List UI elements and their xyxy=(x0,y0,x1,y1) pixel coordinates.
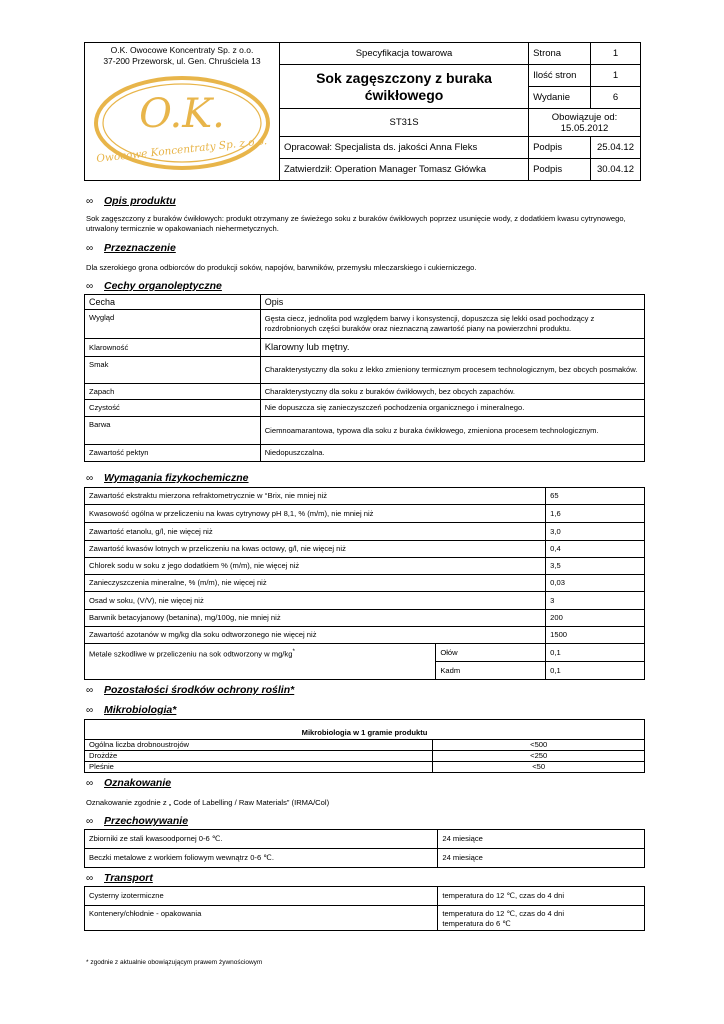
infinity-bullet-icon: ∞ xyxy=(86,816,94,827)
col-opis: Opis xyxy=(260,295,644,310)
infinity-bullet-icon: ∞ xyxy=(86,685,94,696)
section-przeznaczenie xyxy=(86,242,176,254)
wydanie-value: 6 xyxy=(591,87,641,109)
przeznaczenie-text: Dla szerokiego grona odbiorców do produkcji soków, napojów, barwników, przemysłu mleczarskiego i cukierniczego. xyxy=(86,263,477,272)
transport-value: temperatura do 12 ℃, czas do 4 dni xyxy=(438,887,645,906)
oznakowanie-text: Oznakowanie zgodnie z „ Code of Labelling / Raw Materials” (IRMA/Col) xyxy=(86,798,330,807)
table-row xyxy=(85,627,645,644)
param-name: Zawartość kwasów lotnych w przeliczeniu na kwas octowy, g/l, nie więcej niż xyxy=(85,541,546,558)
table-row xyxy=(85,762,645,773)
storage-table xyxy=(84,829,645,868)
infinity-bullet-icon: ∞ xyxy=(86,196,94,207)
param-name: Zanieczyszczenia mineralne, % (m/m), nie więcej niż xyxy=(85,575,546,592)
table-row xyxy=(85,830,645,849)
podpis-label-2: Podpis xyxy=(529,159,591,181)
company-line1: O.K. Owocowe Koncentraty Sp. z o.o. xyxy=(110,45,254,55)
micro-name: Ogólna liczba drobnoustrojów xyxy=(85,740,433,751)
param-value: 0,03 xyxy=(546,575,645,592)
section-transport xyxy=(86,872,153,884)
table-row xyxy=(85,849,645,868)
transport-name: Cysterny izotermiczne xyxy=(85,887,438,906)
section-title: Mikrobiologia* xyxy=(104,704,177,716)
table-row xyxy=(85,417,645,445)
section-title: Wymagania fizykochemiczne xyxy=(104,472,249,484)
table-row xyxy=(85,558,645,575)
section-pozostalosci xyxy=(86,684,294,696)
micro-value: <500 xyxy=(433,740,645,751)
metal-value: 0,1 xyxy=(546,662,645,680)
param-name: Kwasowość ogólna w przeliczeniu na kwas cytrynowy pH 8,1, % (m/m), nie mniej niż xyxy=(85,505,546,523)
param-value: 0,4 xyxy=(546,541,645,558)
opis-cell: Gęsta ciecz, jednolita pod względem barwy i konsystencji, dopuszcza się lekki osad pochodzący z rozdrobnionych części buraków oraz nieznaczną zawartość piany na powierzchni produktu. xyxy=(260,310,644,339)
param-name: Barwnik betacyjanowy (betanina), mg/100g, nie mniej niż xyxy=(85,610,546,627)
section-title: Pozostałości środków ochrony roślin* xyxy=(104,684,295,696)
section-oznakowanie xyxy=(86,777,171,789)
logo-mark: O.K. xyxy=(139,91,225,137)
opis-cell: Klarowny lub mętny. xyxy=(260,339,644,357)
company-logo xyxy=(93,71,271,171)
table-row xyxy=(85,339,645,357)
micro-value: <50 xyxy=(433,762,645,773)
section-przechowywanie xyxy=(86,815,188,827)
ilosc-label: Ilość stron xyxy=(529,65,591,87)
date-opracowal: 25.04.12 xyxy=(591,137,641,159)
section-title: Transport xyxy=(104,872,153,884)
micro-name: Pleśnie xyxy=(85,762,433,773)
micro-name: Drożdże xyxy=(85,751,433,762)
metal-name: Kadm xyxy=(436,662,546,680)
organoleptic-table xyxy=(84,294,645,462)
section-title: Cechy organoleptyczne xyxy=(104,280,222,292)
company-line2: 37-200 Przeworsk, ul. Gen. Chruściela 13 xyxy=(103,56,261,66)
param-name: Zawartość ekstraktu mierzona refraktometrycznie w °Brix, nie mniej niż xyxy=(85,488,546,505)
zatwierdzil: Zatwierdził: Operation Manager Tomasz Główka xyxy=(279,159,528,181)
opracowal: Opracował: Specjalista ds. jakości Anna Fleks xyxy=(279,137,528,159)
metale-footnote-mark: * xyxy=(292,648,295,655)
table-row xyxy=(85,906,645,931)
cecha-cell: Klarowność xyxy=(85,339,261,357)
table-row xyxy=(85,592,645,610)
storage-name: Zbiorniki ze stali kwasoodpornej 0-6 ℃. xyxy=(85,830,438,849)
table-row xyxy=(85,310,645,339)
transport-table xyxy=(84,886,645,931)
company-cell xyxy=(85,43,280,181)
physchem-table xyxy=(84,487,645,680)
ilosc-value: 1 xyxy=(591,65,641,87)
section-title: Przechowywanie xyxy=(104,815,189,827)
metal-name: Ołów xyxy=(436,644,546,662)
param-name: Zawartość etanolu, g/l, nie więcej niż xyxy=(85,523,546,541)
section-title: Opis produktu xyxy=(104,195,176,207)
micro-table xyxy=(84,719,645,773)
cecha-cell: Barwa xyxy=(85,417,261,445)
param-value: 3 xyxy=(546,592,645,610)
table-header-row xyxy=(85,295,645,310)
param-value: 200 xyxy=(546,610,645,627)
obowiazuje: Obowiązuje od: 15.05.2012 xyxy=(529,109,641,137)
cecha-cell: Wygląd xyxy=(85,310,261,339)
section-title: Przeznaczenie xyxy=(104,242,176,254)
table-row xyxy=(85,384,645,400)
storage-value: 24 miesiące xyxy=(438,849,645,868)
param-value: 1,6 xyxy=(546,505,645,523)
table-row xyxy=(85,541,645,558)
param-name: Chlorek sodu w soku z jego dodatkiem % (m/m), nie więcej niż xyxy=(85,558,546,575)
opis-text: Sok zagęszczony z buraków ćwikłowych: produkt otrzymany ze świeżego soku z buraków ćwikłowych poprzez usunięcie wody, z dodatkiem kwasu cytrynowego, utrwalony termicznie w opakowaniach niehermetycznych. xyxy=(86,214,626,233)
opis-cell: Ciemnoamarantowa, typowa dla soku z buraka ćwikłowego, zmieniona procesem technologicznym. xyxy=(260,417,644,445)
table-row xyxy=(85,523,645,541)
metal-value: 0,1 xyxy=(546,644,645,662)
infinity-bullet-icon: ∞ xyxy=(86,281,94,292)
param-value: 1500 xyxy=(546,627,645,644)
table-row xyxy=(85,357,645,384)
podpis-label-1: Podpis xyxy=(529,137,591,159)
table-row xyxy=(85,751,645,762)
section-mikrobiologia xyxy=(86,704,176,716)
section-title: Oznakowanie xyxy=(104,777,172,789)
metale-label-cell xyxy=(85,644,436,680)
opis-cell: Niedopuszczalna. xyxy=(260,445,644,462)
wydanie-label: Wydanie xyxy=(529,87,591,109)
param-name: Zawartość azotanów w mg/kg dla soku odtworzonego nie więcej niż xyxy=(85,627,546,644)
table-row xyxy=(85,505,645,523)
section-opis xyxy=(86,195,176,207)
param-value: 3,5 xyxy=(546,558,645,575)
table-row xyxy=(85,488,645,505)
doc-type: Specyfikacja towarowa xyxy=(279,43,528,65)
strona-label: Strona xyxy=(529,43,591,65)
infinity-bullet-icon: ∞ xyxy=(86,243,94,254)
table-row xyxy=(85,644,645,662)
table-header-row xyxy=(85,720,645,740)
section-fizykochemiczne xyxy=(86,472,249,484)
product-title: Sok zagęszczony z buraka ćwikłowego xyxy=(279,65,528,109)
footnote: * zgodnie z aktualnie obowiązującym prawem żywnościowym xyxy=(86,959,263,966)
header-table xyxy=(84,42,641,181)
table-row xyxy=(85,400,645,417)
param-value: 3,0 xyxy=(546,523,645,541)
table-row xyxy=(85,575,645,592)
col-cecha: Cecha xyxy=(85,295,261,310)
table-row xyxy=(85,610,645,627)
opis-cell: Charakterystyczny dla soku z lekko zmieniony termicznym procesem technologicznym, bez obcych posmaków. xyxy=(260,357,644,384)
cecha-cell: Zawartość pektyn xyxy=(85,445,261,462)
transport-value xyxy=(438,906,645,931)
cecha-cell: Smak xyxy=(85,357,261,384)
opis-cell: Charakterystyczny dla soku z buraków ćwikłowych, bez obcych zapachów. xyxy=(260,384,644,400)
opis-cell: Nie dopuszcza się zanieczyszczeń pochodzenia organicznego i mineralnego. xyxy=(260,400,644,417)
storage-name: Beczki metalowe z workiem foliowym wewnątrz 0-6 ℃. xyxy=(85,849,438,868)
infinity-bullet-icon: ∞ xyxy=(86,705,94,716)
table-row xyxy=(85,740,645,751)
table-row xyxy=(85,887,645,906)
param-value: 65 xyxy=(546,488,645,505)
logo-subtext: Owocowe Koncentraty Sp. z o.o. xyxy=(95,135,268,165)
transport-value-line1: temperatura do 12 ℃, czas do 4 dni xyxy=(442,909,565,918)
section-organoleptyczne xyxy=(86,280,222,292)
date-zatwierdzil: 30.04.12 xyxy=(591,159,641,181)
infinity-bullet-icon: ∞ xyxy=(86,873,94,884)
transport-name: Kontenery/chłodnie - opakowania xyxy=(85,906,438,931)
infinity-bullet-icon: ∞ xyxy=(86,778,94,789)
metale-label: Metale szkodliwe w przeliczeniu na sok odtworzony w mg/kg xyxy=(89,649,293,659)
strona-value: 1 xyxy=(591,43,641,65)
storage-value: 24 miesiące xyxy=(438,830,645,849)
transport-value-line2: temperatura do 6 ℃ xyxy=(442,919,511,928)
cecha-cell: Zapach xyxy=(85,384,261,400)
infinity-bullet-icon: ∞ xyxy=(86,473,94,484)
cecha-cell: Czystość xyxy=(85,400,261,417)
micro-table-title: Mikrobiologia w 1 gramie produktu xyxy=(85,720,645,740)
table-row xyxy=(85,445,645,462)
param-name: Osad w soku, (V/V), nie więcej niż xyxy=(85,592,546,610)
micro-value: <250 xyxy=(433,751,645,762)
product-code: ST31S xyxy=(279,109,528,137)
